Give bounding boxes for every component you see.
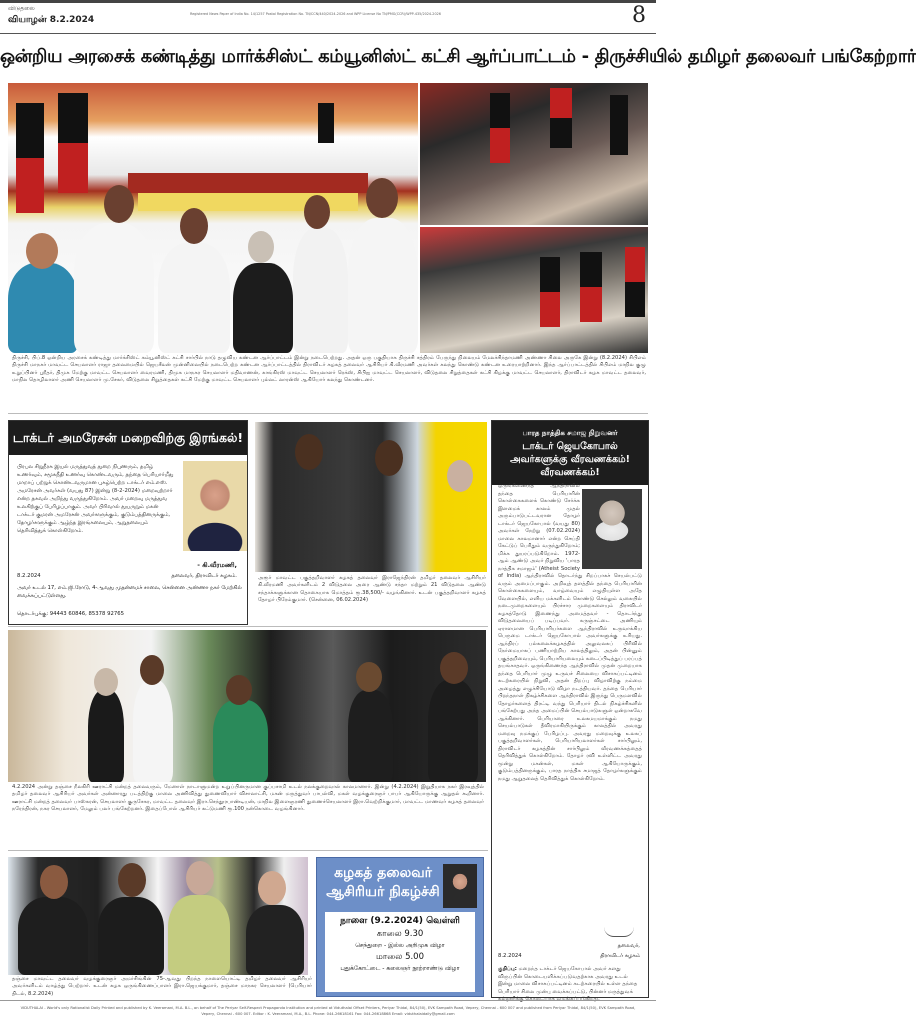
person-head — [366, 178, 398, 218]
person-head — [94, 668, 118, 696]
signature-role: தலைவர், திராவிடர் கழகம். — [171, 573, 237, 579]
person — [133, 680, 173, 782]
flag-icon — [550, 88, 572, 148]
person — [18, 897, 88, 975]
tribute-body-text: ஒருங்கிணைந்த ஆந்திராவில் தந்தை பெரியாரின் கொள்கைகளைக் கொண்டு சேர்க்க இளமைக் காலம் முதல் அரும்பாடுபட்டவரான தோழர் டாக்டர் ஜெயகோபால் (வயது 80) அவர்கள் நேற்று (07.02.2024) மாலை காலமானார் என்ற செய்தி கேட்டுப் பெரிதும் வருந்துகிறோம்; மிக்க துயரப்படுகிறோம். 1972-ஆம் ஆண்டு அவர் நிறுவிய 'பாரத நாத்திக சமாஜம்' (Atheist Society of India) ஆந்திராவில் தொடர்ந்து சிறப்பாகச் செயல்பட்டு வரும் அமைப்பாகும். அறிவுத் தளத்தில் தந்தை பெரியாரின் கொள்கைகளையும், வாழ்வையும் எழுதியுள்ள அதே வேளையில், எளிய மக்களிடம் கொண்டு செல்லும் வகையில் நடைமுறைகளையும் பிரச்சார முறைகளையும் திராவிடர் கழகத்தோடு இணைந்து அமைத்தவர் - தொடர்ந்து விடுதலையைப் படிப்பவர். கருஞ்சட்டை அணியும் ஏராளமான பெரியாரியர்களை ஆந்திராவில் உருவாக்கிய பெருமை டாக்டர் ஜெயகோபால் அவர்களுக்கு உரியது. ஆந்திரப் பல்கலைக்கழகத்தில் அலுவலகப் பிரிவில் நேர்மையாகப் பணியாற்றிய காலத்திலும், அதன் பின்னும் பகுத்தறிவையும், பெரியாரியலையும் கடைப்பிடித்துப் பரப்பத் தயங்காதவர். ஒருங்கிணைந்த ஆந்திராவில் முதன் முறையாக தந்தை பெரியார் முழு உருவச் சிலையை விசாகப்பட்டினம் கடற்கரையில் நிறுவி, அதன் திறப்பு விழாவிற்கு நம்மை அழைத்து எழுச்சியோடு விழா நடத்தியவர். தந்தை பெரியார் பிறந்தநாள் நிகழ்ச்சிகளை ஆந்திராவில் இருந்து பெருமளவில் தோழர்களைத் திரட்டி வந்து பெரியார் திடல் நிகழ்ச்சிகளில் பங்கேற்பது அந்த அமைப்பின் செயல்பாடுகளுள் ஒன்றாகவே ஆக்கினார். பெரியாரை உலகமயமாக்கும் நமது செயல்பாடுகள் தீவிரமாகியிருக்கும் காலத்தில் அவரது மறைவு நமக்குப் பேரிழப்பு. அவரது மறைவுக்கு உலகப் பகுத்தறிவாளர்கள், பெரியாரியலாளர்கள் சார்பிலும், திராவிடர் கழகத்தின் சார்பிலும் வீரவணக்கத்தைத் தெரிவித்துக் கொள்கிறோம். தோழர் ரவி உள்ளிட்ட அவரது மூன்று மகன்கள், மகள் ஆகியோருக்கும், குடும்பத்தினருக்கும், பாரத நாத்திக சமாஜத் தோழர்களுக்கும் நமது ஆறுதலைத் தெரிவித்துக் கொள்கிறோம். — [498, 483, 643, 782]
event-morning: செந்துறை - இல்ல அறிமுக விழா — [355, 942, 445, 949]
tribute-title: டாக்டர் ஜெயகோபால் அவர்களுக்கு வீரவணக்கம்! வீரவணக்கம்! — [509, 441, 631, 478]
person — [74, 223, 154, 353]
flag-icon — [318, 103, 334, 143]
person — [168, 895, 230, 975]
person-head — [248, 231, 274, 263]
person-head — [258, 871, 286, 905]
person — [293, 228, 348, 353]
person — [348, 218, 418, 353]
section-divider — [8, 850, 488, 851]
main-headline: ஒன்றிய அரசைக் கண்டித்து மார்க்சிஸ்ட் கம்யூனிஸ்ட் கட்சி ஆர்ப்பாட்டம் - திருச்சியில் தமிழர் தலைவர் பங்கேற்றார் — [0, 46, 916, 67]
registration-info: Registered News Paper of India No. 14/1257 Postal Registration No. TN/CCN/440/2024-2026 and WPP License No TN/PMG(CCR)/WPP-435/2024-2026 — [190, 12, 441, 16]
portrait-photo — [183, 461, 247, 551]
imprint-footer: VIDUTHALAI - World's only Rationalist Daily Printed and published by K. Veeramani, M.A. B.L., on behalf of The Periyar Self-Respect Propaganda Institution and printed at Viduthalai Offset Printers, Periyar Thidal, 84/1(50), EVK Sampath Road, Vepery, Chennai - 600 007 and published from Periyar Thidal, 84/1(50), EVK Sampath Road, Vepery, Chennai - 600 007. Editor : K. Veeramani, M.A., B.L. Phone: 044-26618161 Fax: 044-26618868 Email: viduthalaidaily@gmail.com — [0, 1000, 656, 1024]
person-head — [140, 655, 164, 685]
person-head — [304, 195, 330, 229]
event-time-morning: காலை 9.30 — [376, 929, 424, 939]
page-number: 8 — [632, 3, 646, 28]
condolence-visit-photo — [8, 630, 486, 782]
person-head — [118, 863, 146, 897]
person — [8, 263, 78, 353]
tribute-header — [492, 421, 648, 485]
contact-phone: தொடர்புக்கு: 94443 60846, 85378 92765 — [17, 611, 124, 617]
person — [348, 690, 393, 782]
condolence-body: பிரபல சிறுநீரக இயல் மருத்துவத் துறை நிபுணரும், தமிழ் உணர்வும், சமூகநீதி உணர்வு கொண்டவரும், தந்தை பெரியார்மீது மாறாப் பற்றுக் கொண்டவருமான புகழ்பெற்ற டாக்டர் எம்.எஸ். அமரேசன் அவர்கள் (வயது 87) இன்று (8-2-2024) மறைவுற்றார் என்ற தகவல் அறிந்து வருந்துகிறோம். அவர் மறைவு மருத்துவ உலகிற்குப் பேரிழப்பாகும். அவர் பிரிவால் துயருறும் மகன் டாக்டர் குமரன் அமரேசன் அவர்களுக்கும், குடும்பத்தினருக்கும், தோழர்களுக்கும் ஆழ்ந்த இரங்கலையும், ஆறுதலையும் தெரிவித்துக் கொள்கிறோம். — [17, 464, 174, 534]
rally-photo — [8, 83, 418, 353]
person-head — [40, 865, 68, 899]
event-details — [325, 912, 475, 992]
speaker — [233, 263, 293, 353]
section-divider — [8, 626, 488, 627]
person-head — [356, 662, 382, 692]
condolence-title: டாக்டர் அமரேசன் மறைவிற்கு இரங்கல்! — [9, 421, 247, 455]
leader-photo — [443, 864, 477, 908]
event-title: கழகத் தலைவர் ஆசிரியர் நிகழ்ச்சி — [326, 865, 440, 900]
tribute-box — [491, 420, 649, 1002]
person — [98, 897, 164, 975]
tribute-body — [498, 483, 642, 783]
flag-icon — [16, 103, 44, 213]
flag-icon — [58, 93, 88, 193]
photo-spacer — [580, 483, 642, 567]
condolence-box — [8, 420, 248, 625]
banner — [128, 173, 368, 193]
person-head — [26, 233, 58, 269]
tribute-date: 8.2.2024 — [498, 953, 522, 959]
person — [246, 905, 304, 975]
condolence-note: அவர் உடல் 17, எம்.ஜி.ரோடு, 4-ஆவது முதன்மைச் சாலை, சென்னை அண்ணா நகர் மேற்கில் வைக்கப்பட்டுள்ளது. — [17, 585, 242, 599]
event-date: நாளை (9.2.2024) வெள்ளி — [340, 916, 460, 926]
person-head — [186, 861, 214, 895]
event-time-evening: மாலை 5.00 — [375, 952, 424, 962]
person-head — [375, 440, 403, 476]
person — [428, 680, 478, 782]
flag-icon — [610, 95, 628, 155]
condolence-visit-caption: 4.2.2024 அன்று தஞ்சை நீலகிரி ஊராட்சி மன்றத் தலைவரும், மேனாள் நாடாளுமன்ற உறுப்பினருமான குப்பசாமி உடல் நலக்குறைவால் காலமானார். இன்று (4.2.2024) இறுதியாக நகர் இரவுத்தில் தமிழர் தலைவர் ஆசிரியர் அவர்கள் அன்னாரது படத்திற்கு மாலை அணிவித்து துணைவியார் விசாலாட்சி, மகன் மருத்துவர் பாபல்வி, மகள் வழக்குரைஞர் பாபர் ஆகியோருக்கு ஆறுதல் கூறினார். ஊராட்சி மன்றத் தலைவர் பாஸ்கரன், செயலாளர் குருசேகர, மாவட்ட தலைவர் இரா.செந்தூரபாண்டியன், மாநில இளைஞரணி துணைச்செயலாளர் இரா.வெற்றிக்குமார், மாவட்ட மாணவர் கழகத் தலைவர் நரேந்திரன், நகர செயலாளர், மேலும் பலர் பங்கேற்றனர். இதைப்போல் ஆசிரியர் கட்டுமணி ரூ.100 நன்கொடை வழங்கினார். — [12, 784, 484, 813]
condolence-date: 8.2.2024 — [17, 573, 41, 579]
flag-icon — [540, 257, 560, 327]
person-head — [440, 652, 468, 684]
event-evening: புதுக்கோட்டை - கலைஞர் நூற்றாண்டு விழா — [340, 965, 460, 972]
rally-caption: திருச்சி, பிப்.8 ஒன்றிய அரசைக் கண்டித்து மார்க்சிஸ்ட் கம்யூனிஸ்ட் கட்சி சார்பில் நாடு தழுவிய கண்டன ஆர்ப்பாட்டம் இன்று நடைபெற்றது. அதன் ஒரு பகுதியாக திருச்சி சத்திரம் பேருந்து நிலையம் மேலச்சிந்தாமணி அண்ணா சிலை அருகே இன்று (8.2.2024) சிபிஎம் திருச்சி மாநகர் மாவட்ட செயலாளர் ராஜா தலைமையில் ஜெயசீலன் முன்னிலையில் நடைபெற்ற கண்டன ஆர்ப்பாட்டத்தில் திராவிடர் கழகத் தலைவர் ஆசிரியர் கி.வீரமணி அவர்கள் கலந்து கொண்டு கண்டன உரையாற்றினார். இந்த ஆர்ப்பாட்டத்தில் சிபிஎம் மாநில குழு உறுப்பினர் ஸ்ரீதர், திமுக மேற்கு மாவட்ட செயலாளர் வைரமணி, திமுக மாநகர செயலாளர் மதிவாணன், காங்கிரஸ் மாவட்ட செயலாளர் ரெக்ஸ், சிபிஐ மாவட்ட செயலாளர், விடுதலை சிறுத்தைகள் கட்சி கிழக்கு மாவட்ட செயலாளர், திராவிடர் கழக மாவட்ட தலைவர், மாநில தொழிலாளர் அணி செயலாளர் மு.சேகர், விடுதலை சிறுத்தைகள் கட்சி மேற்கு மாவட்ட செயலாளர் புல்லட் லாரன்ஸ் ஆகியோர் கலந்து கொண்டனர். — [12, 355, 646, 384]
signature: - கி.வீரமணி, — [197, 561, 237, 569]
person-head — [295, 434, 323, 470]
flag-icon — [625, 247, 645, 317]
birthday-greeting-photo — [8, 857, 308, 975]
crowd-photo-1 — [420, 83, 648, 225]
flag-icon — [490, 93, 510, 163]
crowd-photo-2 — [420, 227, 648, 353]
issue-date: வியாழன் 8.2.2024 — [8, 15, 95, 25]
subscription-caption: அரூர் மாவட்ட பகுத்தறிவாளர் கழகத் தலைவர் இராஜேந்திரன் தமிழர் தலைவர் ஆசிரியர் கி.வீரமணி அவர்களிடம் 2 விடுதலை அரை ஆண்டு சந்தா மற்றும் 21 விடுதலை ஆண்டு சந்தாக்களுக்கான தொகையாக மொத்தம் ரூ.38,500/- வழங்கினார். உடன் பகுத்தறிவாளர் கழகத் தோழர் பிரேம்குமார். (சென்னை, 06.02.2024) — [258, 575, 486, 604]
flag-icon — [580, 252, 602, 322]
note-text: மறைந்த டாக்டர் ஜெயகோபால் அவர் களது விருப்பின் கொடையளிக்கப்படுவதற்காக அவரது உடல் இன்று மாலை விசாகப்பட்டினம் கடற்கரையில் உள்ள தந்தை பெரியார் சிலை முன்பு வைக்கப்பட்டு, பின்னர் மருத்துவக் கல்லூரிக்கு கொடையாக வழங்கப்படுகிறது. — [498, 966, 638, 1002]
person — [158, 243, 230, 353]
birthday-greeting-caption: தஞ்சை மாவட்ட தலைவர் வழக்குரைஞர் அமர்சிங்கின் 75-ஆவது பிறந்த நாளையொட்டி தமிழர் தலைவர் ஆசிரியர் அவர்களிடம் வாழ்த்து பெற்றார். உடன் கழக ஒருங்கிணைப்பாளர் இரா.ஜெயக்குமார், தஞ்சை மாநகர செயலாளர் (பெரியார் திடல், 8.2.2024) — [12, 976, 312, 997]
subscription-photo — [255, 422, 487, 572]
note-label: குறிப்பு: — [498, 966, 517, 972]
person-head — [447, 460, 473, 492]
person-head — [104, 185, 134, 223]
section-divider — [8, 413, 648, 414]
tribute-note — [498, 966, 642, 1004]
tribute-org: திராவிடர் கழகம் — [600, 953, 640, 959]
person — [213, 700, 268, 782]
tribute-subtitle: பாரத நாத்திக சமாஜ நிறுவனர் — [522, 429, 618, 437]
event-schedule-box — [316, 857, 484, 997]
signature-icon — [604, 919, 634, 937]
masthead — [0, 0, 656, 34]
person-head — [226, 675, 252, 705]
person-head — [180, 208, 208, 244]
person — [88, 690, 124, 782]
paper-name: விடுதலை — [8, 5, 35, 12]
tribute-role: தலைவர், — [617, 943, 640, 949]
